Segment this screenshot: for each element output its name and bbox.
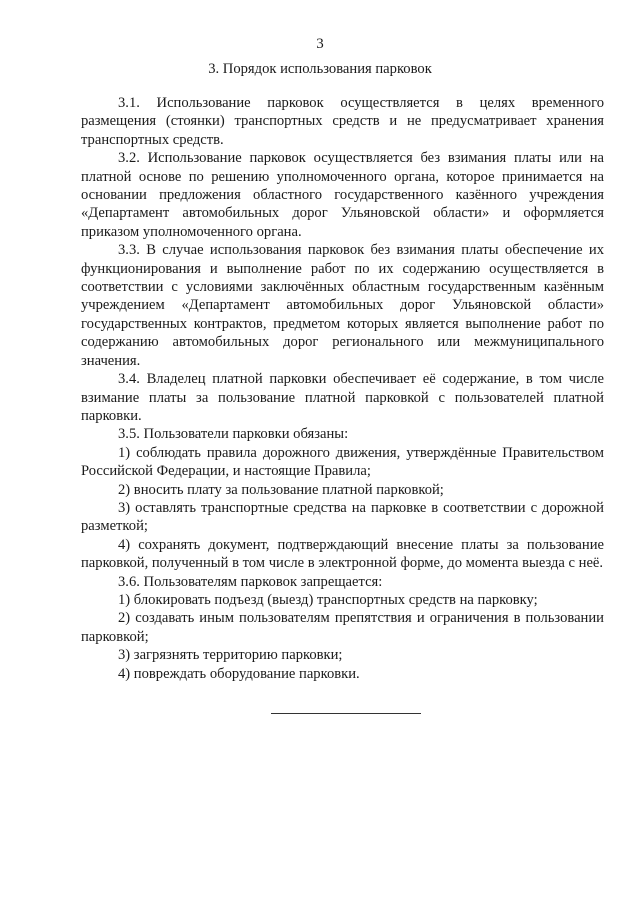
list-item-3-6-3: 3) загрязнять территорию парковки; — [118, 647, 343, 664]
list-item-3-6-2: 2) создавать иным пользователям препятствия и ограничения в пользовании парковкой; — [81, 610, 604, 645]
paragraph-3-1: 3.1. Использование парковок осуществляется в целях временного размещения (стоянки) транспортных средств и не предусматривает хранения транспортных средств. — [81, 95, 604, 148]
paragraph-3-5: 3.5. Пользователи парковки обязаны: — [118, 426, 349, 443]
list-item-3-6-1: 1) блокировать подъезд (выезд) транспортных средств на парковку; — [118, 591, 538, 608]
document-body — [81, 94, 604, 683]
page-number: 3 — [316, 36, 324, 52]
list-item-3-5-4: 4) сохранять документ, подтверждающий внесение платы за пользование парковкой, полученный в том числе в электронной форме, до момента выезда с неё. — [81, 536, 604, 572]
list-item-3-6-4: 4) повреждать оборудование парковки. — [118, 665, 360, 682]
paragraph-3-4: 3.4. Владелец платной парковки обеспечивает её содержание, в том числе взимание платы за пользование платной парковкой с пользователей платной парковки. — [81, 371, 604, 424]
list-item-3-5-1: 1) соблюдать правила дорожного движения, утверждённые Правительством Российской Федерации, и настоящие Правила; — [81, 444, 604, 480]
list-item-3-5-3: 3) оставлять транспортные средства на парковке в соответствии с дорожной разметкой; — [81, 499, 604, 535]
paragraph-3-2: 3.2. Использование парковок осуществляется без взимания платы или на платной основе по решению уполномоченного органа, которое принимается на основании предложения областного государственного казённого учреждения «Департамент автомобильных дорог Ульяновской области» и оформляется приказом уполномоченного органа. — [81, 150, 604, 240]
list-item-3-5-2: 2) вносить плату за пользование платной парковкой; — [118, 481, 444, 498]
section-title: 3. Порядок использования парковок — [208, 61, 432, 77]
paragraph-3-6: 3.6. Пользователям парковок запрещается: — [118, 573, 383, 590]
end-divider — [271, 713, 421, 714]
paragraph-3-3: 3.3. В случае использования парковок без взимания платы обеспечение их функционирования и выполнение работ по их содержанию осуществляется в соответствии с условиями заключённых областным государственным казённым учреждением «Департамент автомобильных дорог Ульяновской области» государственных контрактов, предметом которых является выполнение работ по содержанию автомобильных дорог регионального или межмуниципального значения. — [81, 242, 604, 369]
